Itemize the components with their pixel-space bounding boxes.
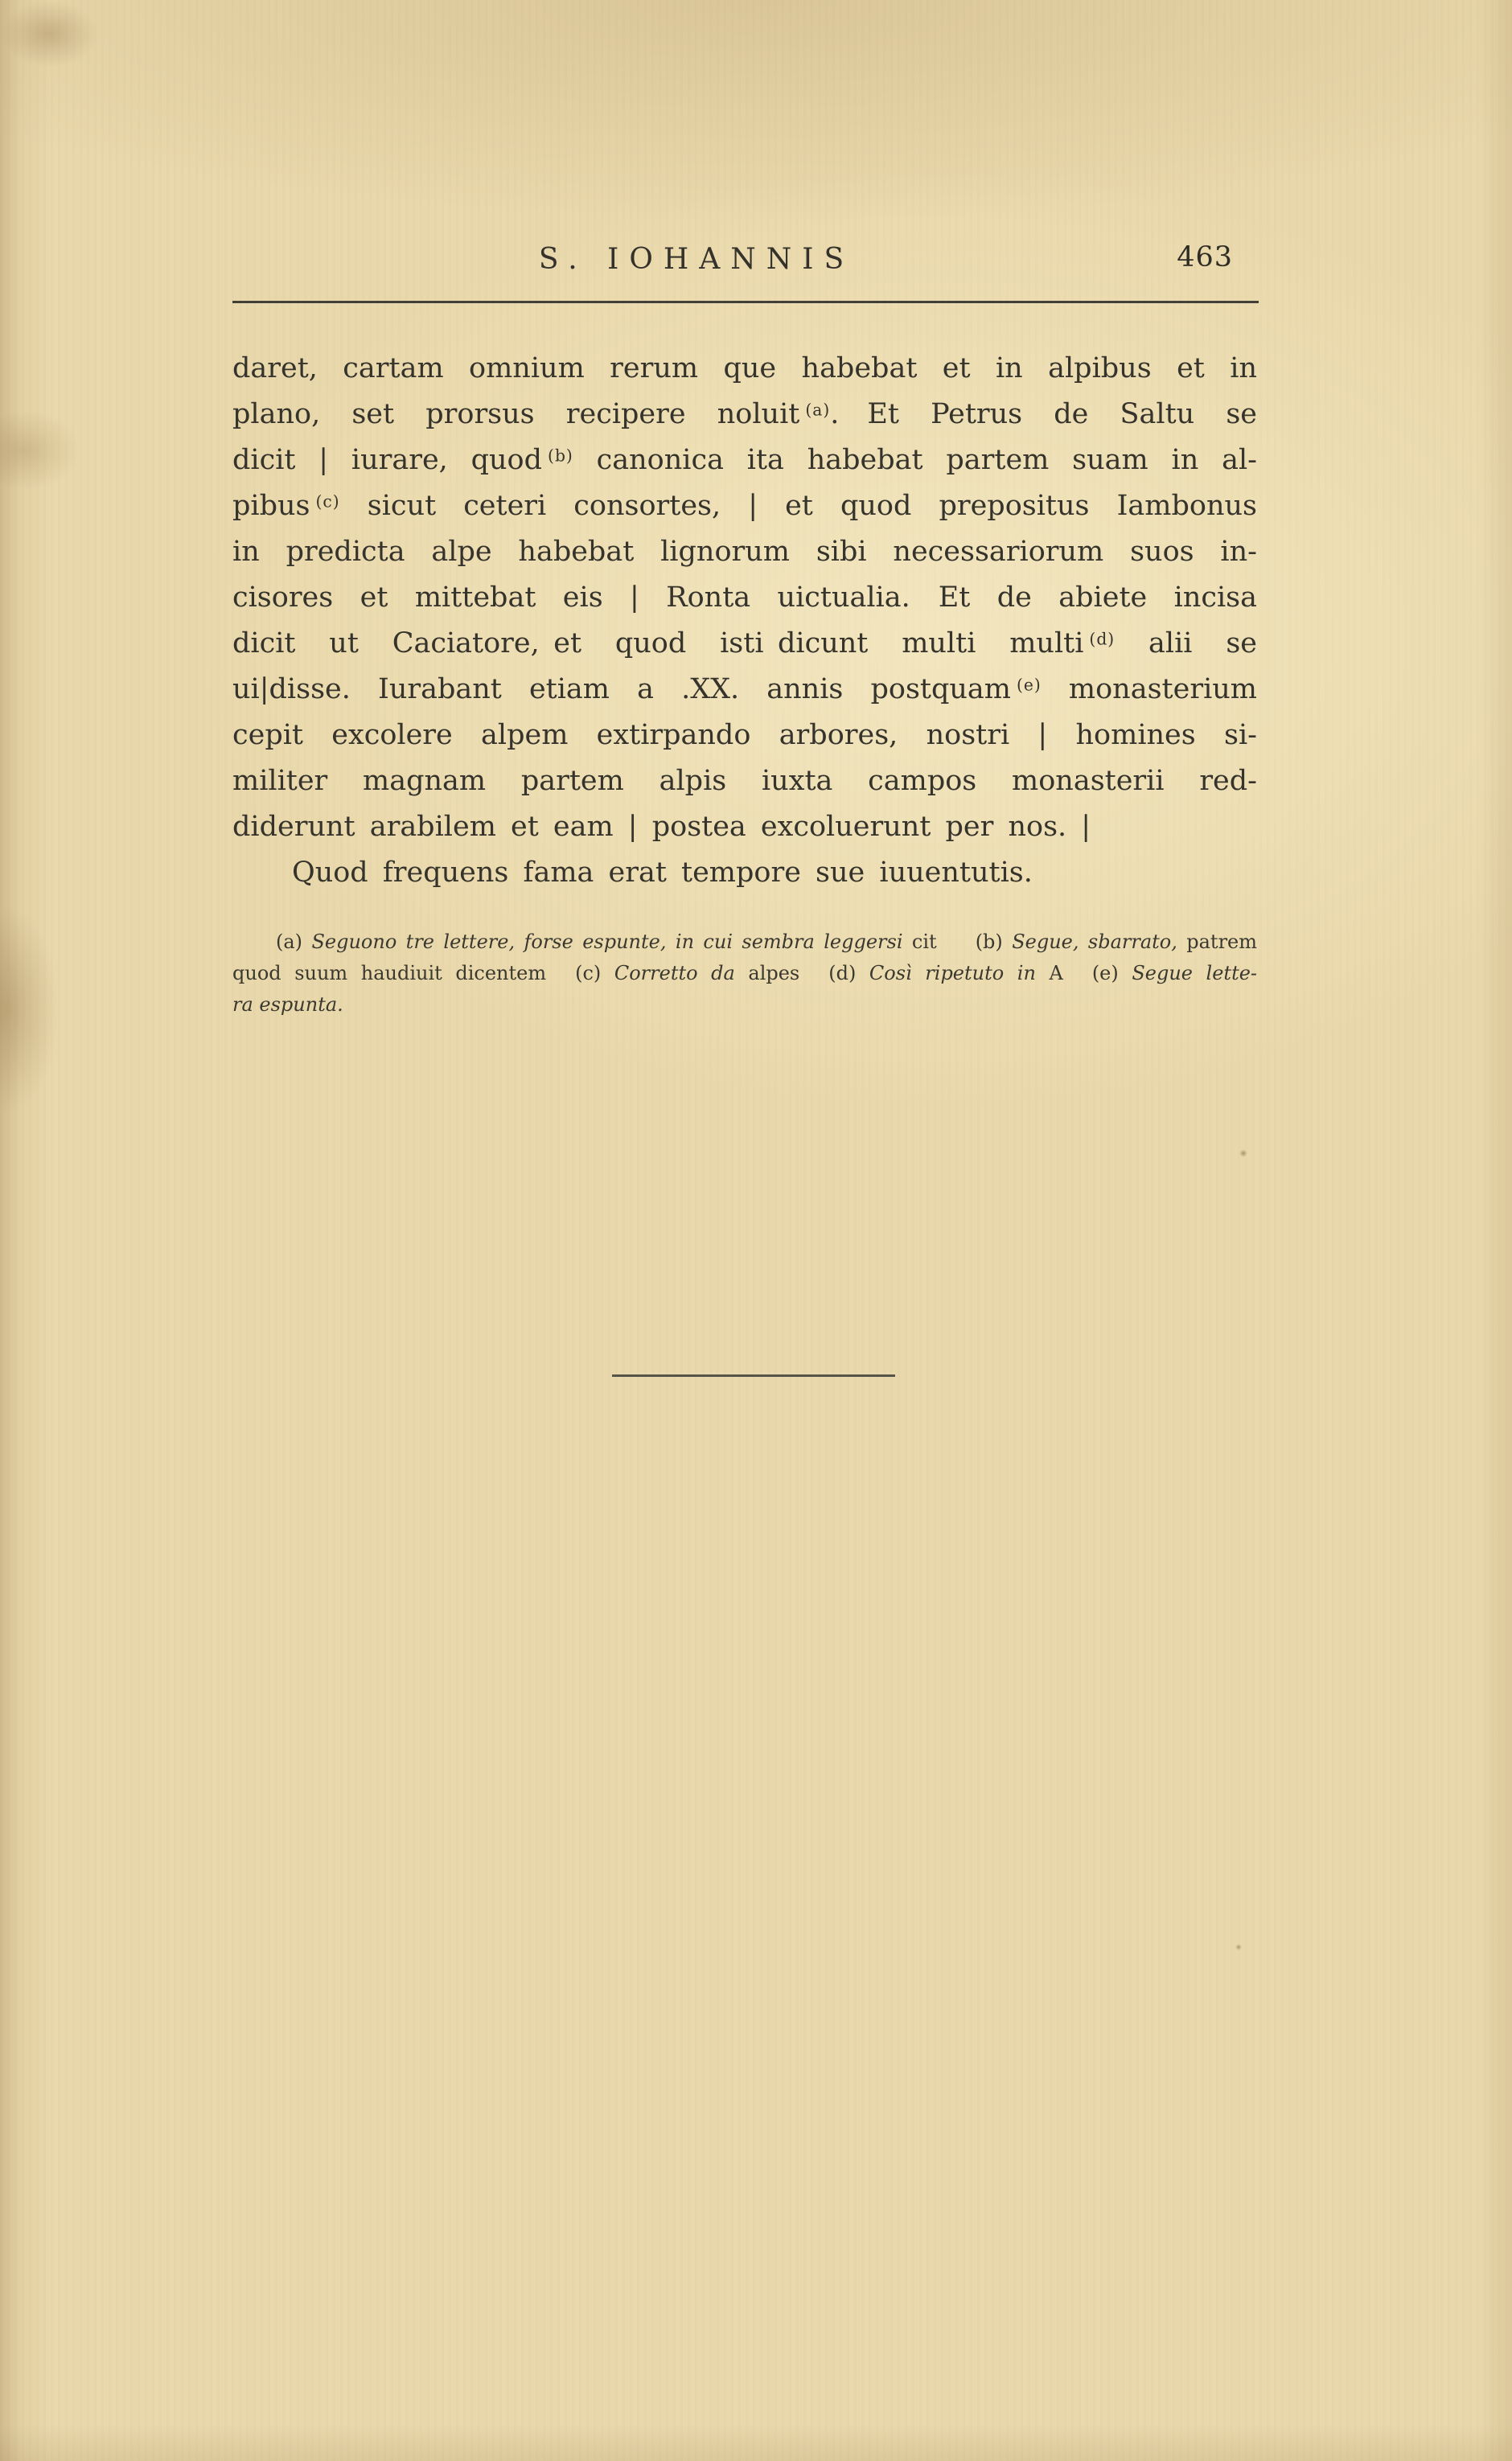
footnote-editorial-text: ra espunta.	[232, 993, 343, 1016]
footnote-plain-text: (a)	[276, 931, 312, 953]
footnote-plain-text: A	[1035, 962, 1063, 984]
page-header	[232, 243, 1257, 291]
text-line: plano, set prorsus recipere noluit $^{(a)}$. Et Petrus de Saltu se	[232, 398, 1257, 430]
text-line: cepit excolere alpem extirpando arbores, nostri | homines si-	[232, 719, 1257, 751]
footnote-plain-text: alpes	[734, 962, 800, 984]
text-line: Quod frequens fama erat tempore sue iuuentutis.	[292, 857, 1033, 889]
footnotes-block	[232, 926, 1257, 1021]
section-divider-rule	[612, 1374, 895, 1377]
text-line: ui|disse. Iurabant etiam a .XX. annis postquam $^{(e)}$ monasterium	[232, 673, 1257, 705]
footnote-editorial-text: Così ripetuto in	[869, 962, 1036, 984]
text-line: diderunt arabilem et eam | postea excoluerunt per nos. |	[232, 811, 1091, 843]
text-line: pibus $^{(c)}$ sicut ceteri consortes, | et quod prepositus Iambonus	[232, 490, 1257, 522]
footnote-editorial-text: Segue lette-	[1132, 962, 1258, 984]
footnote-marker-d: (d)	[1089, 629, 1116, 649]
text-line: militer magnam partem alpis iuxta campos monasterii red-	[232, 765, 1257, 797]
footnote-marker-c: (c)	[315, 491, 340, 512]
running-title: S. IOHANNIS	[538, 243, 855, 276]
footnote-plain-text: quod suum haudiuit dicentem	[232, 962, 547, 984]
text-line: dicit ut Caciatore, et quod isti dicunt multi multi $^{(d)}$ alii se	[232, 627, 1258, 659]
footnote-editorial-text: Seguono tre lettere, forse espunte, in cui sembra leggersi	[311, 931, 903, 953]
footnote-marker-b: (b)	[548, 446, 573, 466]
footnote-marker-e: (e)	[1016, 675, 1042, 695]
footnote-plain-text: patrem	[1177, 931, 1258, 953]
footnote-line	[232, 958, 1257, 989]
body-text	[232, 346, 1257, 896]
text-line: daret, cartam omnium rerum que habebat et in alpibus et in	[232, 352, 1257, 384]
footnote-plain-text: (b)	[975, 931, 1013, 953]
footnote-line	[232, 989, 1257, 1021]
text-line: in predicta alpe habebat lignorum sibi necessariorum suos in-	[232, 536, 1257, 568]
header-rule	[232, 301, 1259, 303]
footnote-plain-text: (d)	[799, 962, 869, 984]
footnote-editorial-text: Segue, sbarrato,	[1012, 931, 1177, 953]
footnote-editorial-text: Corretto da	[614, 962, 735, 984]
footnote-plain-text: cit	[902, 931, 937, 953]
footnote-plain-text: (e)	[1062, 962, 1132, 984]
footnote-marker-a: (a)	[805, 400, 831, 420]
footnote-plain-text	[937, 931, 976, 953]
page-number: 463	[1177, 241, 1233, 273]
text-line: cisores et mittebat eis | Ronta uictualia. Et de abiete incisa	[232, 581, 1257, 614]
footnote-plain-text: (c)	[546, 962, 614, 984]
text-line: dicit | iurare, quod $^{(b)}$ canonica ita habebat partem suam in al-	[232, 444, 1257, 476]
footnote-line	[232, 926, 1257, 958]
